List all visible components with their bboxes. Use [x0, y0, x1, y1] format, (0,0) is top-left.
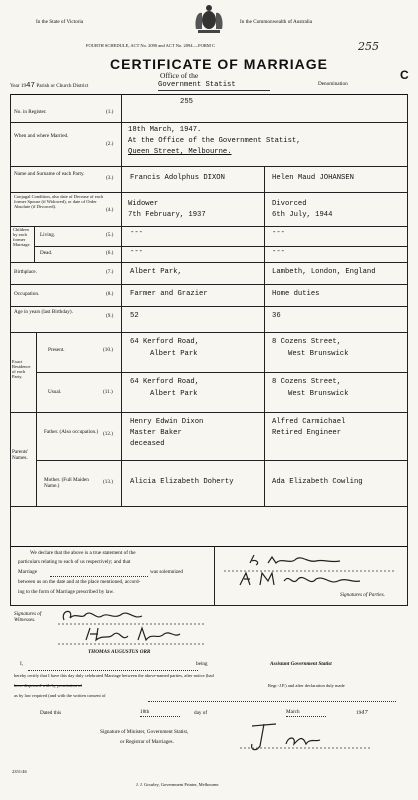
coat-of-arms-icon — [192, 3, 226, 35]
party1-birthplace: Albert Park, — [130, 268, 182, 276]
parties-signature-icon — [220, 551, 400, 593]
party2-usual-address: 8 Cozens Street, — [272, 378, 342, 386]
register-label: No. in Register. — [14, 109, 47, 115]
dated-day: 18th — [140, 710, 180, 717]
printer-line: J. J. Gourley, Government Printer, Melbourne. — [136, 782, 220, 787]
parents-label: Parents' Names. — [12, 449, 29, 461]
occupation-label: Occupation. — [14, 291, 40, 297]
conjugal-label: Conjugal Condition, also date of Decease of each former Spouse (if Widowed), or date of Order Absolute (if Divorced). — [14, 194, 103, 209]
office-line: Office of the — [160, 71, 199, 80]
party1-present-address: 64 Kerford Road, — [130, 338, 200, 346]
side-letter: C — [400, 68, 409, 82]
party2-children-dead: --- — [272, 248, 285, 256]
party2-present-address: 8 Cozens Street, — [272, 338, 342, 346]
witness-printed-name: THOMAS AUGUSTUS ORR — [88, 649, 151, 655]
marriage-place: At the Office of the Government Statist, — [128, 137, 301, 145]
form-number: 2351/46 — [12, 769, 27, 774]
party1-usual-address: 64 Kerford Road, — [130, 378, 200, 386]
marriage-date: 18th March, 1947. — [128, 126, 202, 134]
party2-conjugal-date: 6th July, 1944 — [272, 211, 333, 219]
party2-father: Alfred Carmichael — [272, 418, 346, 426]
party2-children-living: --- — [272, 229, 285, 237]
certificate-title: CERTIFICATE OF MARRIAGE — [110, 56, 328, 72]
party1-conjugal-date: 7th February, 1937 — [128, 211, 206, 219]
party1-occupation: Farmer and Grazier — [130, 290, 208, 298]
party2-age: 36 — [272, 312, 281, 320]
register-number: 255 — [358, 40, 379, 53]
birthplace-label: Birthplace. — [14, 269, 37, 275]
register-value: 255 — [180, 98, 193, 106]
party2-birthplace: Lambeth, London, England — [272, 268, 376, 276]
certifier-position: Assistant Government Statist — [270, 661, 332, 667]
minister-signature-icon — [236, 718, 376, 754]
party1-age: 52 — [130, 312, 139, 320]
age-label: Age in years (last Birthday). — [14, 309, 73, 315]
denomination-label: Denomination — [318, 81, 348, 87]
party1-children-living: --- — [130, 229, 143, 237]
party2-conjugal: Divorced — [272, 200, 307, 208]
schedule-line: FOURTH SCHEDULE, ACT No. 2090 and ACT No. 2094.—FORM C — [86, 43, 215, 48]
party1-name: Francis Adolphus DIXON — [130, 174, 225, 182]
party1-mother: Alicia Elizabeth Doherty — [130, 478, 234, 486]
party1-conjugal: Widower — [128, 200, 159, 208]
dated-year: 1947 — [356, 710, 368, 716]
party2-name: Helen Maud JOHANSEN — [272, 174, 354, 182]
commonwealth-label: In the Commonwealth of Australia — [240, 19, 313, 25]
marriage-certificate: In the State of Victoria In the Commonwealth of Australia FOURTH SCHEDULE, ACT No. 2090 and ACT No. 2094.—FORM C 255 C CERTIFICATE OF MARRIAGE Office of the Year 1947 Parish or Church District Government Statist Denomination No. in Register. (1.) 255 When and where Married. (2.) 18th March, 1947. At the Office of the Government Statist, Queen Street, Melbourne. Name and Surname of each Party. (3.) Francis Adolphus DIXON Helen Maud JOHANSEN Conjugal Condition, also date of Decease of each former Spouse (if Widowed), or date of Order Absolute (if Divorced). (4.) Widower 7th February, 1937 Divorced 6th July, 1944 Children by each former Marriage. Living. (5.) --- --- Dead. (6.) --- --- Birthplace. (7.) Albert Park, Lambeth, London, England Occupation. (8.) Farmer and Grazier Home duties Age in years (last Birthday). (9.) 52 36 Exact Residence of each Party. Present. (10.) 64 Kerford Road, Albert Park 8 Cozens Street, West Brunswick Usual. (11.) 64 Kerford Road, Albert Park 8 Cozens Street, West Brunswick Parents' Names. Father. (Also occupation.) (12.) Henry Edwin Dixon Master Baker deceased Alfred Carmichael Retired Engineer Mother. (Full Maiden Name.) (13.) Alicia Elizabeth Doherty Ada Elizabeth Cowling We declare that the above is a true statement of the particulars relating to each of us respectively; and that Marriage was solemnized between us on the date and at the place mentioned, accord- ing to the form of Marriage prescribed by law. Signatures of Parties. Signatures of Witnesses. THOMAS AUGUSTUS ORR I, being Assistant Government Statist hereby certify that I have this day duly celebrated Marriage between the above-named parties, after notice (had been dispensed with by permission of Regr.-J.P.) and after declaration duly made as by law required (and with the written consent of Dated this 18th day of March 1947 Signature of Minister, Government Statist, or Registrar of Marriages. 2351/46 J. J. Gourley, Government Printer, Melbourne. — [0, 0, 418, 800]
dated-month: March — [286, 710, 326, 717]
when-where-label: When and where Married. — [14, 133, 69, 139]
year-label: Year 1947 Parish or Church District — [10, 82, 89, 90]
parties-signature-label: Signatures of Parties. — [340, 592, 385, 598]
residence-label: Exact Residence of each Party. — [12, 359, 31, 379]
party1-children-dead: --- — [130, 248, 143, 256]
office-name: Government Statist — [158, 81, 270, 91]
party2-occupation: Home duties — [272, 290, 320, 298]
party1-father: Henry Edwin Dixon — [130, 418, 204, 426]
marriage-street: Queen Street, Melbourne. — [128, 148, 232, 156]
witnesses-label: Signatures of Witnesses. — [14, 611, 42, 623]
state-label: In the State of Victoria — [36, 19, 84, 25]
children-label: Children by each former Marriage. — [13, 227, 31, 247]
name-label: Name and Surname of each Party. — [14, 171, 85, 177]
party2-mother: Ada Elizabeth Cowling — [272, 478, 363, 486]
witness-signatures-icon — [56, 606, 206, 646]
